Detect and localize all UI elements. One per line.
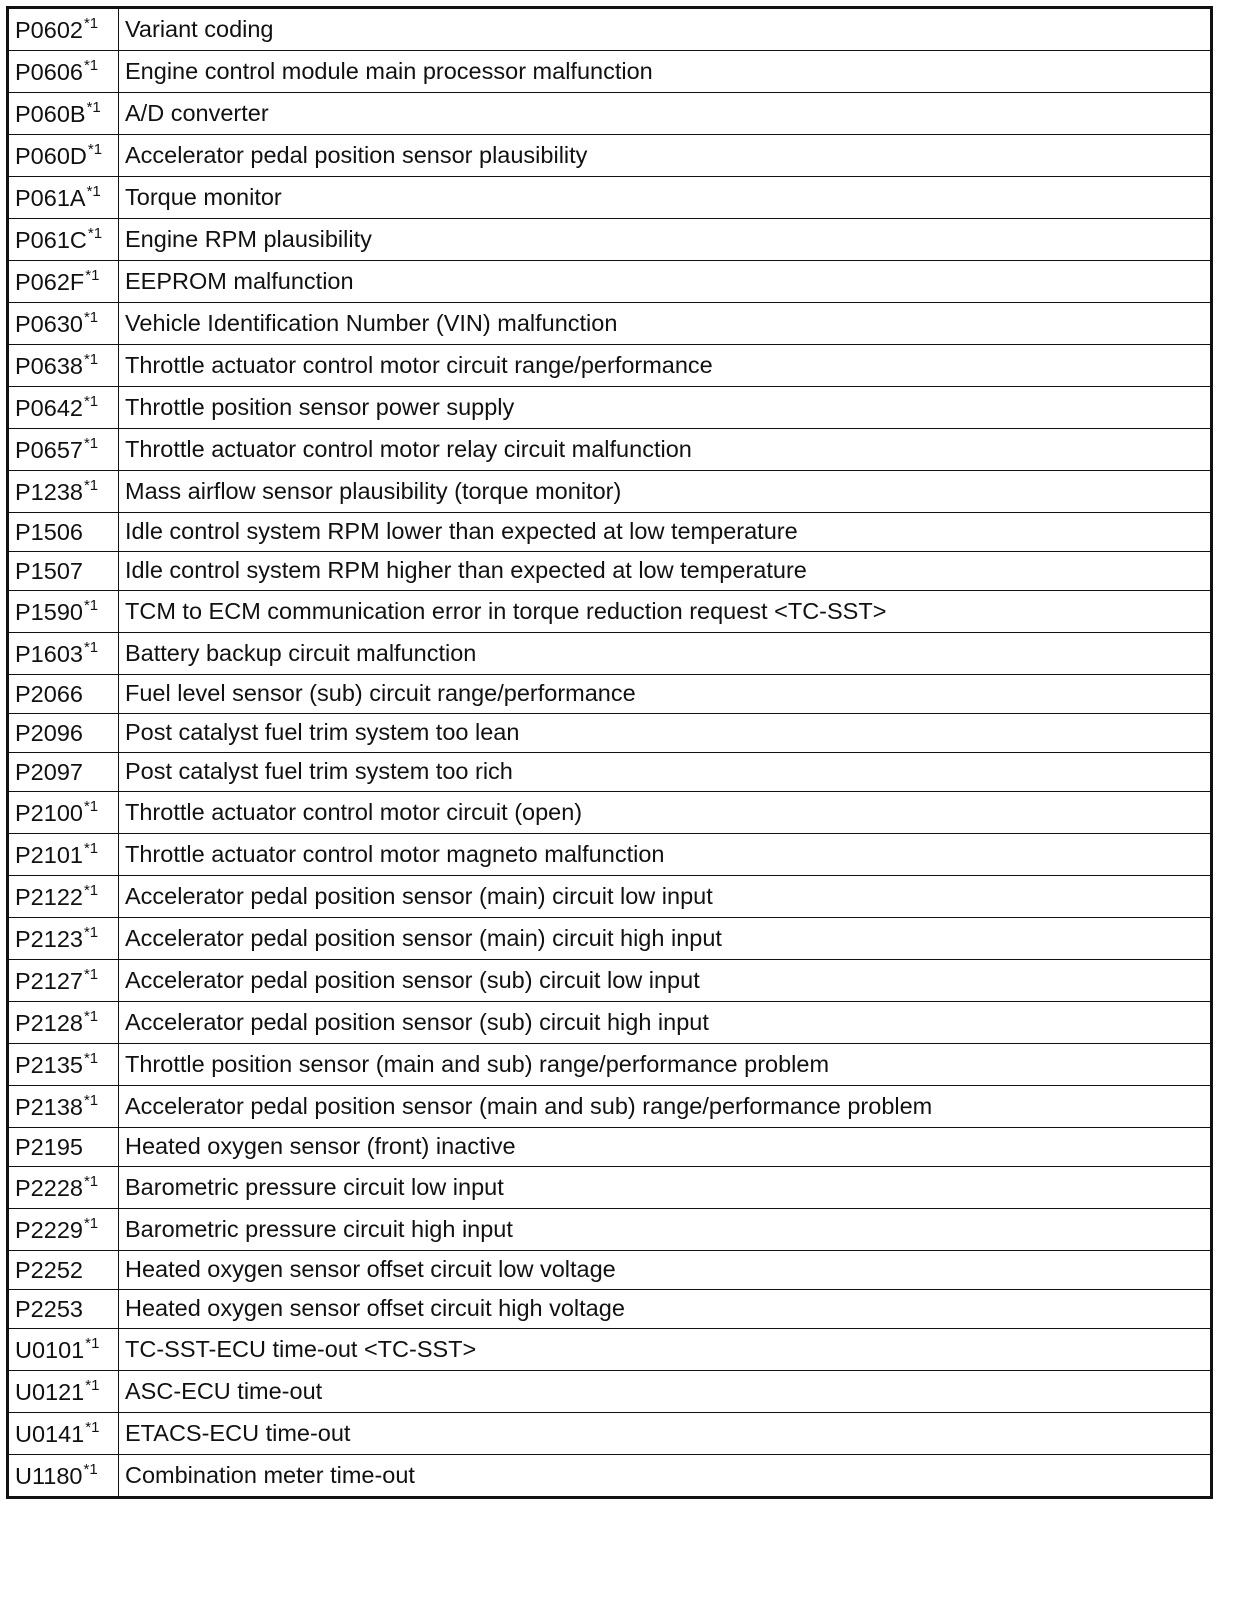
dtc-code-cell bbox=[8, 387, 119, 429]
dtc-code: P2097 bbox=[15, 759, 83, 786]
footnote-mark: *1 bbox=[83, 476, 99, 494]
dtc-code: P2127 bbox=[15, 967, 83, 994]
dtc-description: Engine RPM plausibility bbox=[119, 219, 1212, 261]
dtc-description: Combination meter time-out bbox=[119, 1455, 1212, 1498]
dtc-code: P0638 bbox=[15, 352, 83, 379]
footnote-mark: *1 bbox=[83, 596, 99, 614]
table-row bbox=[8, 591, 1212, 633]
dtc-code: P2101 bbox=[15, 841, 83, 868]
footnote-mark: *1 bbox=[83, 923, 99, 941]
dtc-code-cell bbox=[8, 1209, 119, 1251]
footnote-mark: *1 bbox=[85, 266, 100, 284]
dtc-description: ETACS-ECU time-out bbox=[119, 1413, 1212, 1455]
dtc-code-cell bbox=[8, 675, 119, 714]
table-row bbox=[8, 8, 1212, 51]
table-row bbox=[8, 471, 1212, 513]
dtc-description: Heated oxygen sensor offset circuit low voltage bbox=[119, 1251, 1212, 1290]
dtc-code-cell bbox=[8, 1251, 119, 1290]
table-row bbox=[8, 387, 1212, 429]
footnote-mark: *1 bbox=[85, 1334, 100, 1352]
dtc-description: Heated oxygen sensor (front) inactive bbox=[119, 1128, 1212, 1167]
dtc-code: P1238 bbox=[15, 478, 83, 505]
footnote-mark: *1 bbox=[83, 638, 99, 656]
dtc-description: Torque monitor bbox=[119, 177, 1212, 219]
dtc-code: P2252 bbox=[15, 1257, 83, 1284]
dtc-code-cell bbox=[8, 753, 119, 792]
dtc-code-cell bbox=[8, 1086, 119, 1128]
dtc-code: P0602 bbox=[15, 16, 83, 43]
dtc-code: P2096 bbox=[15, 720, 83, 747]
dtc-code: P061A bbox=[15, 184, 86, 211]
dtc-code-cell bbox=[8, 261, 119, 303]
table-row bbox=[8, 1002, 1212, 1044]
dtc-code: U0121 bbox=[15, 1378, 85, 1405]
dtc-code: P2253 bbox=[15, 1296, 83, 1323]
footnote-mark: *1 bbox=[83, 56, 99, 74]
table-row bbox=[8, 219, 1212, 261]
dtc-description: Throttle actuator control motor relay circuit malfunction bbox=[119, 429, 1212, 471]
table-row bbox=[8, 552, 1212, 591]
dtc-code: P1507 bbox=[15, 558, 83, 585]
footnote-mark: *1 bbox=[86, 98, 101, 116]
dtc-description: TCM to ECM communication error in torque reduction request <TC-SST> bbox=[119, 591, 1212, 633]
dtc-code-cell bbox=[8, 51, 119, 93]
dtc-description: Accelerator pedal position sensor (sub) circuit low input bbox=[119, 960, 1212, 1002]
table-row bbox=[8, 1209, 1212, 1251]
table-row bbox=[8, 675, 1212, 714]
table-row bbox=[8, 1329, 1212, 1371]
footnote-mark: *1 bbox=[85, 1376, 100, 1394]
dtc-code-cell bbox=[8, 345, 119, 387]
dtc-code: P2128 bbox=[15, 1009, 83, 1036]
dtc-description: Throttle position sensor power supply bbox=[119, 387, 1212, 429]
dtc-code-cell bbox=[8, 633, 119, 675]
dtc-code: P0657 bbox=[15, 436, 83, 463]
dtc-code: P2122 bbox=[15, 883, 83, 910]
footnote-mark: *1 bbox=[83, 1007, 99, 1025]
dtc-table bbox=[6, 6, 1213, 1499]
dtc-code: P2135 bbox=[15, 1051, 83, 1078]
dtc-code-cell bbox=[8, 1128, 119, 1167]
table-row bbox=[8, 177, 1212, 219]
footnote-mark: *1 bbox=[83, 350, 99, 368]
dtc-code-cell bbox=[8, 1044, 119, 1086]
dtc-code-cell bbox=[8, 591, 119, 633]
dtc-code: P062F bbox=[15, 268, 85, 295]
dtc-description: TC-SST-ECU time-out <TC-SST> bbox=[119, 1329, 1212, 1371]
dtc-code-cell bbox=[8, 8, 119, 51]
dtc-description: Accelerator pedal position sensor (sub) circuit high input bbox=[119, 1002, 1212, 1044]
dtc-code-cell bbox=[8, 471, 119, 513]
dtc-description: Throttle actuator control motor magneto malfunction bbox=[119, 834, 1212, 876]
dtc-code: P2100 bbox=[15, 799, 83, 826]
dtc-description: Accelerator pedal position sensor (main and sub) range/performance problem bbox=[119, 1086, 1212, 1128]
footnote-mark: *1 bbox=[83, 1214, 99, 1232]
table-row bbox=[8, 834, 1212, 876]
dtc-description: EEPROM malfunction bbox=[119, 261, 1212, 303]
dtc-description: Battery backup circuit malfunction bbox=[119, 633, 1212, 675]
dtc-code: P2123 bbox=[15, 925, 83, 952]
table-row bbox=[8, 1044, 1212, 1086]
table-row bbox=[8, 753, 1212, 792]
table-row bbox=[8, 93, 1212, 135]
dtc-description: Post catalyst fuel trim system too rich bbox=[119, 753, 1212, 792]
dtc-code: P2228 bbox=[15, 1174, 83, 1201]
dtc-description: Throttle position sensor (main and sub) range/performance problem bbox=[119, 1044, 1212, 1086]
footnote-mark: *1 bbox=[83, 308, 99, 326]
dtc-description: A/D converter bbox=[119, 93, 1212, 135]
dtc-code-cell bbox=[8, 1413, 119, 1455]
table-row bbox=[8, 1290, 1212, 1329]
dtc-table-body bbox=[8, 8, 1212, 1498]
footnote-mark: *1 bbox=[83, 392, 99, 410]
table-row bbox=[8, 135, 1212, 177]
dtc-code: P2066 bbox=[15, 681, 83, 708]
dtc-code: P2229 bbox=[15, 1216, 83, 1243]
table-row bbox=[8, 429, 1212, 471]
dtc-code-cell bbox=[8, 1002, 119, 1044]
dtc-code-cell bbox=[8, 219, 119, 261]
dtc-description: Accelerator pedal position sensor (main) circuit high input bbox=[119, 918, 1212, 960]
dtc-code-cell bbox=[8, 1167, 119, 1209]
dtc-code-cell bbox=[8, 792, 119, 834]
dtc-description: Idle control system RPM lower than expected at low temperature bbox=[119, 513, 1212, 552]
footnote-mark: *1 bbox=[83, 1049, 99, 1067]
table-row bbox=[8, 714, 1212, 753]
footnote-mark: *1 bbox=[83, 797, 99, 815]
dtc-code-cell bbox=[8, 1329, 119, 1371]
dtc-code: P2195 bbox=[15, 1134, 83, 1161]
footnote-mark: *1 bbox=[83, 1460, 98, 1478]
dtc-code-cell bbox=[8, 135, 119, 177]
dtc-code: U0141 bbox=[15, 1420, 85, 1447]
table-row bbox=[8, 261, 1212, 303]
dtc-code: U0101 bbox=[15, 1336, 85, 1363]
dtc-description: Throttle actuator control motor circuit range/performance bbox=[119, 345, 1212, 387]
footnote-mark: *1 bbox=[83, 1172, 99, 1190]
dtc-description: Accelerator pedal position sensor (main) circuit low input bbox=[119, 876, 1212, 918]
table-row bbox=[8, 513, 1212, 552]
dtc-description: Variant coding bbox=[119, 8, 1212, 51]
table-row bbox=[8, 1251, 1212, 1290]
dtc-code: P1603 bbox=[15, 640, 83, 667]
table-row bbox=[8, 1167, 1212, 1209]
dtc-code: P060B bbox=[15, 100, 86, 127]
dtc-code: P061C bbox=[15, 226, 87, 253]
table-row bbox=[8, 633, 1212, 675]
dtc-code: P0630 bbox=[15, 310, 83, 337]
table-row bbox=[8, 51, 1212, 93]
dtc-code: P0642 bbox=[15, 394, 83, 421]
dtc-description: ASC-ECU time-out bbox=[119, 1371, 1212, 1413]
dtc-code: P060D bbox=[15, 142, 87, 169]
table-row bbox=[8, 960, 1212, 1002]
dtc-code-cell bbox=[8, 93, 119, 135]
table-row bbox=[8, 1128, 1212, 1167]
dtc-description: Accelerator pedal position sensor plausibility bbox=[119, 135, 1212, 177]
dtc-description: Post catalyst fuel trim system too lean bbox=[119, 714, 1212, 753]
dtc-code: P0606 bbox=[15, 58, 83, 85]
table-row bbox=[8, 1455, 1212, 1498]
dtc-description: Barometric pressure circuit high input bbox=[119, 1209, 1212, 1251]
dtc-code-cell bbox=[8, 552, 119, 591]
footnote-mark: *1 bbox=[87, 140, 103, 158]
dtc-description: Heated oxygen sensor offset circuit high voltage bbox=[119, 1290, 1212, 1329]
dtc-code-cell bbox=[8, 876, 119, 918]
dtc-code-cell bbox=[8, 429, 119, 471]
table-row bbox=[8, 792, 1212, 834]
footnote-mark: *1 bbox=[83, 965, 99, 983]
dtc-description: Idle control system RPM higher than expected at low temperature bbox=[119, 552, 1212, 591]
dtc-code-cell bbox=[8, 1455, 119, 1498]
dtc-description: Barometric pressure circuit low input bbox=[119, 1167, 1212, 1209]
dtc-description: Fuel level sensor (sub) circuit range/performance bbox=[119, 675, 1212, 714]
dtc-code-cell bbox=[8, 714, 119, 753]
dtc-code: U1180 bbox=[15, 1462, 83, 1489]
footnote-mark: *1 bbox=[83, 1091, 99, 1109]
dtc-code-cell bbox=[8, 513, 119, 552]
dtc-code-cell bbox=[8, 918, 119, 960]
dtc-code-cell bbox=[8, 303, 119, 345]
table-row bbox=[8, 303, 1212, 345]
dtc-code: P2138 bbox=[15, 1093, 83, 1120]
dtc-description: Throttle actuator control motor circuit (open) bbox=[119, 792, 1212, 834]
footnote-mark: *1 bbox=[86, 182, 101, 200]
dtc-code: P1590 bbox=[15, 598, 83, 625]
footnote-mark: *1 bbox=[83, 881, 99, 899]
table-row bbox=[8, 918, 1212, 960]
footnote-mark: *1 bbox=[85, 1418, 100, 1436]
dtc-code: P1506 bbox=[15, 519, 83, 546]
table-row bbox=[8, 1086, 1212, 1128]
footnote-mark: *1 bbox=[83, 839, 99, 857]
footnote-mark: *1 bbox=[83, 14, 99, 32]
table-row bbox=[8, 1371, 1212, 1413]
dtc-description: Vehicle Identification Number (VIN) malfunction bbox=[119, 303, 1212, 345]
table-row bbox=[8, 1413, 1212, 1455]
footnote-mark: *1 bbox=[83, 434, 99, 452]
table-row bbox=[8, 345, 1212, 387]
dtc-code-cell bbox=[8, 1290, 119, 1329]
dtc-description: Mass airflow sensor plausibility (torque monitor) bbox=[119, 471, 1212, 513]
dtc-code-cell bbox=[8, 1371, 119, 1413]
dtc-code-cell bbox=[8, 960, 119, 1002]
dtc-description: Engine control module main processor malfunction bbox=[119, 51, 1212, 93]
table-row bbox=[8, 876, 1212, 918]
footnote-mark: *1 bbox=[87, 224, 103, 242]
dtc-code-cell bbox=[8, 834, 119, 876]
dtc-code-cell bbox=[8, 177, 119, 219]
